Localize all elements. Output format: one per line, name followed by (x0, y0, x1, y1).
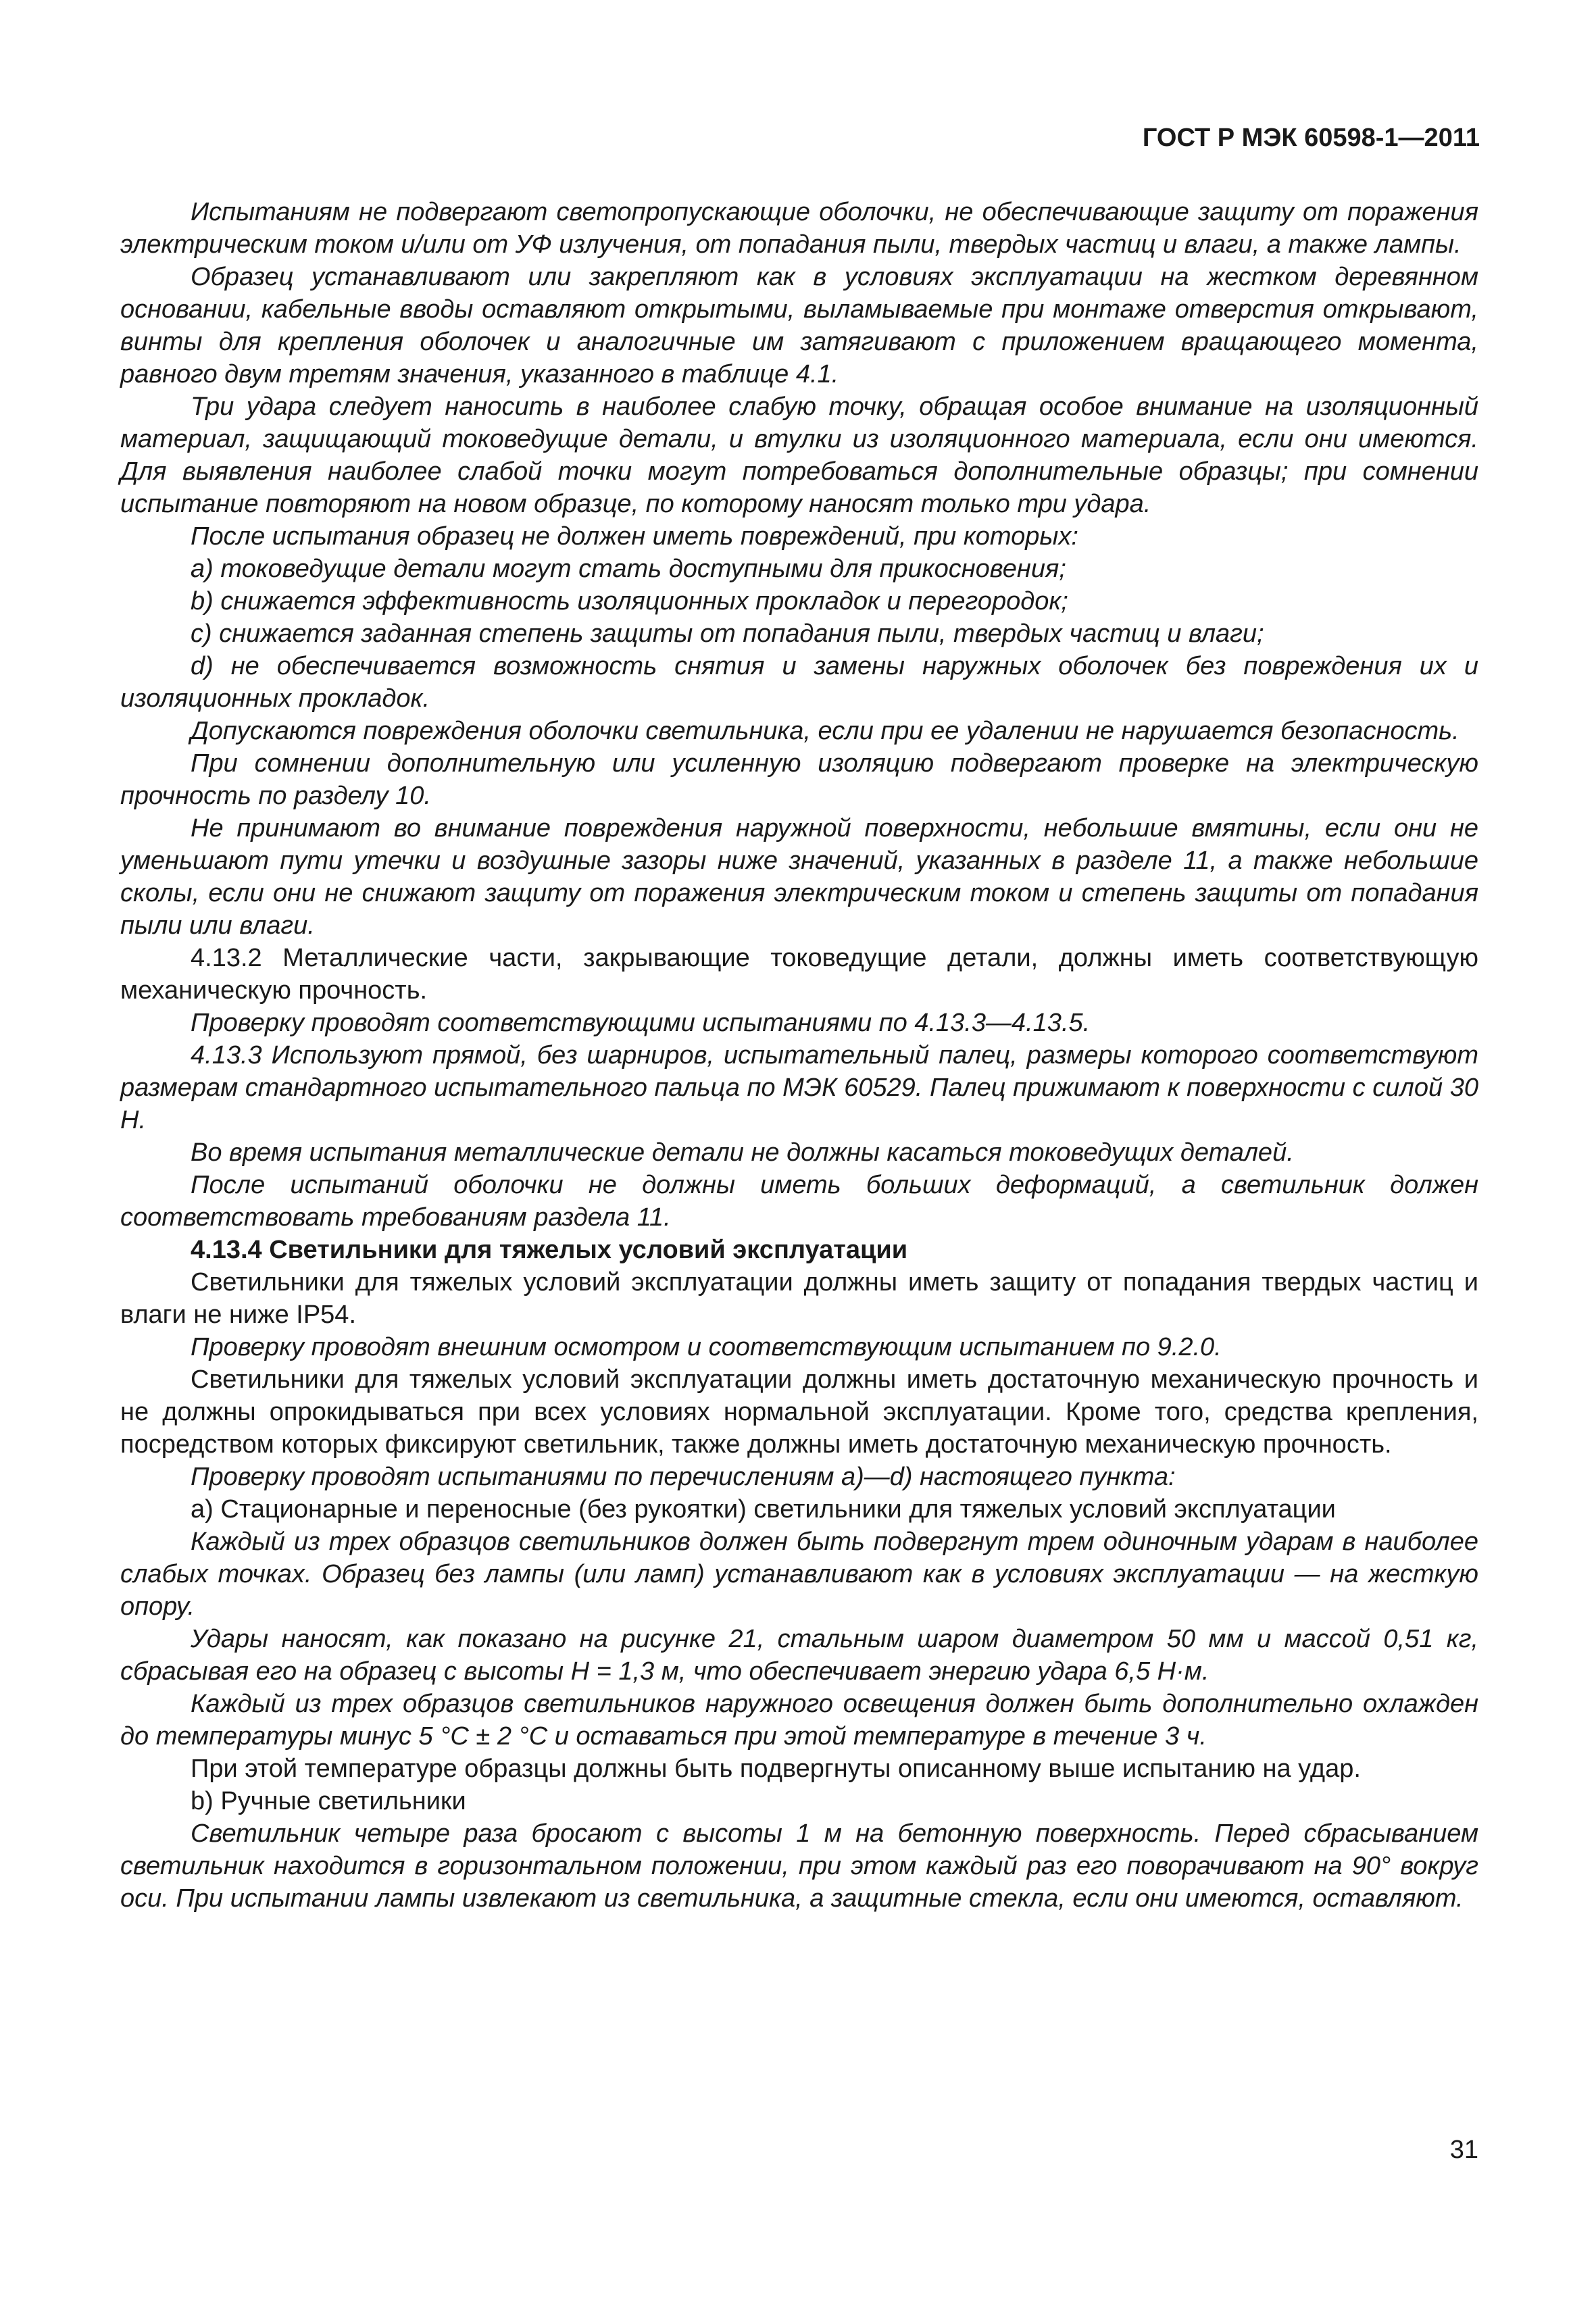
paragraph: d) не обеспечивается возможность снятия и замены наружных оболочек без повреждения их и изоляционных прокладок. (120, 652, 1478, 713)
paragraph: Светильники для тяжелых условий эксплуатации должны иметь достаточную механическую прочность и не должны опрокидываться при всех условиях нормальной эксплуатации. Кроме того, средства крепления, посредством которых фиксируют светильник, также должны иметь достаточную механическую прочность. (120, 1365, 1478, 1459)
paragraph: b) Ручные светильники (191, 1787, 466, 1815)
paragraph: Три удара следует наносить в наиболее слабую точку, обращая особое внимание на изоляционный материал, защищающий токоведущие детали, и втулки из изоляционного материала, если они имеются. Для выявления наиболее слабой точки могут потребоваться дополнительные образцы; при сомнении испытание повторяют на новом образце, по которому наносят только три удара. (120, 393, 1478, 518)
page-number: 31 (1449, 2136, 1478, 2164)
paragraph: Во время испытания металлические детали не должны касаться токоведущих деталей. (191, 1138, 1294, 1167)
paragraph: Проверку проводят соответствующими испытаниями по 4.13.3—4.13.5. (191, 1009, 1091, 1037)
paragraph: 4.13.3 Используют прямой, без шарниров, испытательный палец, размеры которого соответствуют размерам стандартного испытательного пальца по МЭК 60529. Палец прижимают к поверхности с силой 30 Н. (120, 1041, 1478, 1134)
paragraph: Проверку проводят внешним осмотром и соответствующим испытанием по 9.2.0. (191, 1333, 1222, 1361)
paragraph: Испытаниям не подвергают светопропускающие оболочки, не обеспечивающие защиту от поражения электрическим током и/или от УФ излучения, от попадания пыли, твердых частиц и влаги, а также лампы. (120, 198, 1478, 259)
paragraph: 4.13.4 Светильники для тяжелых условий эксплуатации (191, 1236, 908, 1264)
paragraph: Допускаются повреждения оболочки светильника, если при ее удалении не нарушается безопасность. (191, 717, 1460, 745)
document-code-header: ГОСТ Р МЭК 60598-1—2011 (1142, 124, 1480, 152)
paragraph: Проверку проводят испытаниями по перечислениям а)—d) настоящего пункта: (191, 1463, 1176, 1491)
body-text (120, 196, 1478, 1915)
paragraph: После испытаний оболочки не должны иметь больших деформаций, а светильник должен соответствовать требованиям раздела 11. (120, 1171, 1478, 1232)
paragraph: Каждый из трех образцов светильников должен быть подвергнут трем одиночным ударам в наиболее слабых точках. Образец без лампы (или ламп) устанавливают как в условиях эксплуатации — на жесткую опору. (120, 1528, 1478, 1621)
paragraph: Светильник четыре раза бросают с высоты 1 м на бетонную поверхность. Перед сбрасыванием светильник находится в горизонтальном положении, при этом каждый раз его поворачивают на 90° вокруг оси. При испытании лампы извлекают из светильника, а защитные стекла, если они имеются, оставляют. (120, 1819, 1478, 1913)
paragraph: При сомнении дополнительную или усиленную изоляцию подвергают проверке на электрическую прочность по разделу 10. (120, 749, 1478, 810)
paragraph: b) снижается эффективность изоляционных прокладок и перегородок; (191, 587, 1068, 615)
paragraph: 4.13.2 Металлические части, закрывающие токоведущие детали, должны иметь соответствующую механическую прочность. (120, 944, 1478, 1005)
paragraph: a) токоведущие детали могут стать доступными для прикосновения; (191, 555, 1066, 583)
paragraph: c) снижается заданная степень защиты от попадания пыли, твердых частиц и влаги; (191, 620, 1264, 648)
paragraph: Удары наносят, как показано на рисунке 21, стальным шаром диаметром 50 мм и массой 0,51 кг, сбрасывая его на образец с высоты Н = 1,3 м, что обеспечивает энергию удара 6,5 Н·м. (120, 1625, 1478, 1686)
paragraph: Светильники для тяжелых условий эксплуатации должны иметь защиту от попадания твердых частиц и влаги не ниже IP54. (120, 1268, 1478, 1329)
paragraph: При этой температуре образцы должны быть подвергнуты описанному выше испытанию на удар. (191, 1755, 1361, 1783)
paragraph: a) Стационарные и переносные (без рукоятки) светильники для тяжелых условий эксплуатации (191, 1495, 1336, 1524)
paragraph: Образец устанавливают или закрепляют как в условиях эксплуатации на жестком деревянном основании, кабельные вводы оставляют открытыми, выламываемые при монтаже отверстия открывают, винты для крепления оболочек и аналогичные им затягивают с приложением вращающего момента, равного двум третям значения, указанного в таблице 4.1. (120, 263, 1478, 388)
paragraph: Каждый из трех образцов светильников наружного освещения должен быть дополнительно охлажден до температуры минус 5 °С ± 2 °С и оставаться при этой температуре в течение 3 ч. (120, 1690, 1478, 1751)
paragraph: Не принимают во внимание повреждения наружной поверхности, небольшие вмятины, если они не уменьшают пути утечки и воздушные зазоры ниже значений, указанных в разделе 11, а также небольшие сколы, если они не снижают защиту от поражения электрическим током и степень защиты от попадания пыли или влаги. (120, 814, 1478, 940)
paragraph: После испытания образец не должен иметь повреждений, при которых: (191, 522, 1078, 551)
